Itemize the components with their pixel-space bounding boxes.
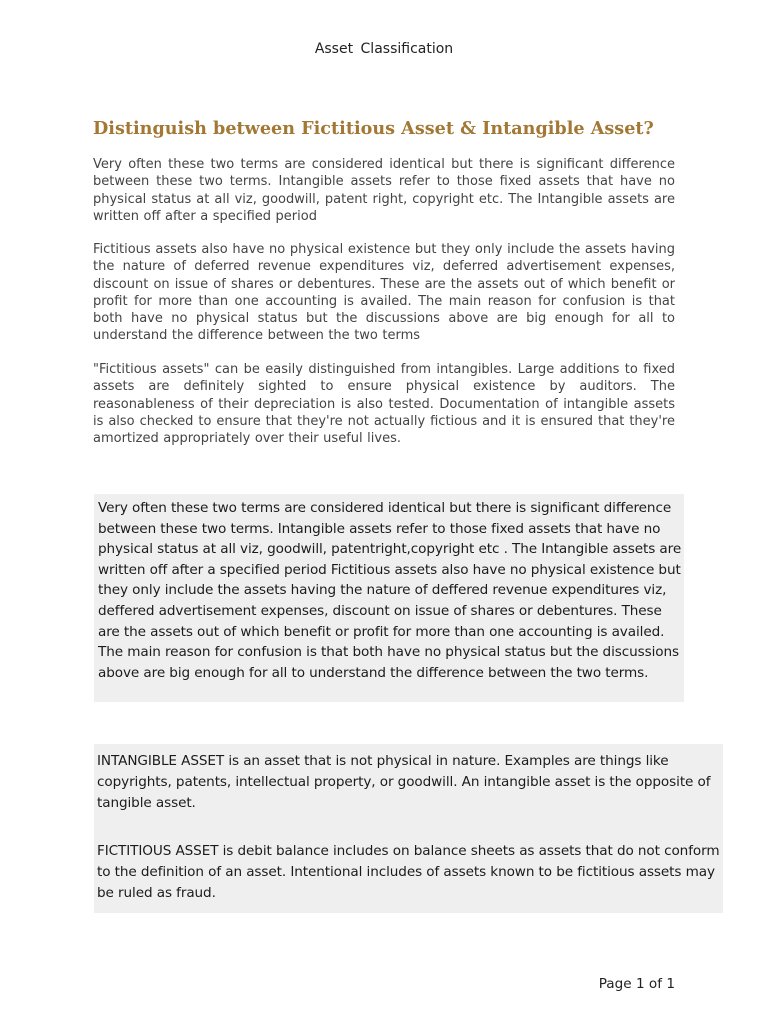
fictitious-paragraph: Fictitious assets also have no physical existence but they only include the assets having the nature of deferred revenue expenditures viz, deferred advertisement expenses, discount on issue of shares or debentures. These are the assets out of which benefit or profit for more than one accounting is availed. The main reason for confusion is that both have no physical status but the discussions above are big enough for all to understand the difference between the two terms [93,242,675,344]
definitions-box [94,744,723,913]
summary-box [94,494,684,702]
page-number: Page 1 of 1 [598,976,675,992]
article-heading: Distinguish between Fictitious Asset & Intangible Asset? [93,118,654,139]
audit-paragraph: "Fictitious assets" can be easily distinguished from intangibles. Large additions to fixed assets are definitely sighted to ensure physical existence by auditors. The reasonableness of their depreciation is also tested. Documentation of intangible assets is also checked to ensure that they're not actually fictious and it is ensured that they're amortized appropriately over their useful lives. [93,362,675,447]
page-header: Asset Classification [314,41,454,57]
intro-paragraph: Very often these two terms are considered identical but there is significant difference between these two terms. Intangible assets refer to those fixed assets that have no physical status at all viz, goodwill, patent right, copyright etc. The Intangible assets are written off after a specified period [93,157,675,224]
fictitious-definition: FICTITIOUS ASSET is debit balance includes on balance sheets as assets that do not conform to the definition of an asset. Intentional includes of assets known to be fictitious assets may be ruled as fraud. [97,843,720,901]
summary-text: Very often these two terms are considered identical but there is significant difference between these two terms. Intangible assets refer to those fixed assets that have no physical status at all viz, goodwill, patentright,copyright etc . The Intangible assets are written off after a specified period Fictitious assets also have no physical existence but they only include the assets having the nature of deffered revenue expenditures viz, deffered advertisement expenses, discount on issue of shares or debentures. These are the assets out of which benefit or profit for more than one accounting is availed. The main reason for confusion is that both have no physical status but the discussions above are big enough for all to understand the difference between the two terms. [98,500,682,681]
intangible-definition: INTANGIBLE ASSET is an asset that is not physical in nature. Examples are things like copyrights, patents, intellectual property, or goodwill. An intangible asset is the opposite of tangible asset. [97,753,711,811]
